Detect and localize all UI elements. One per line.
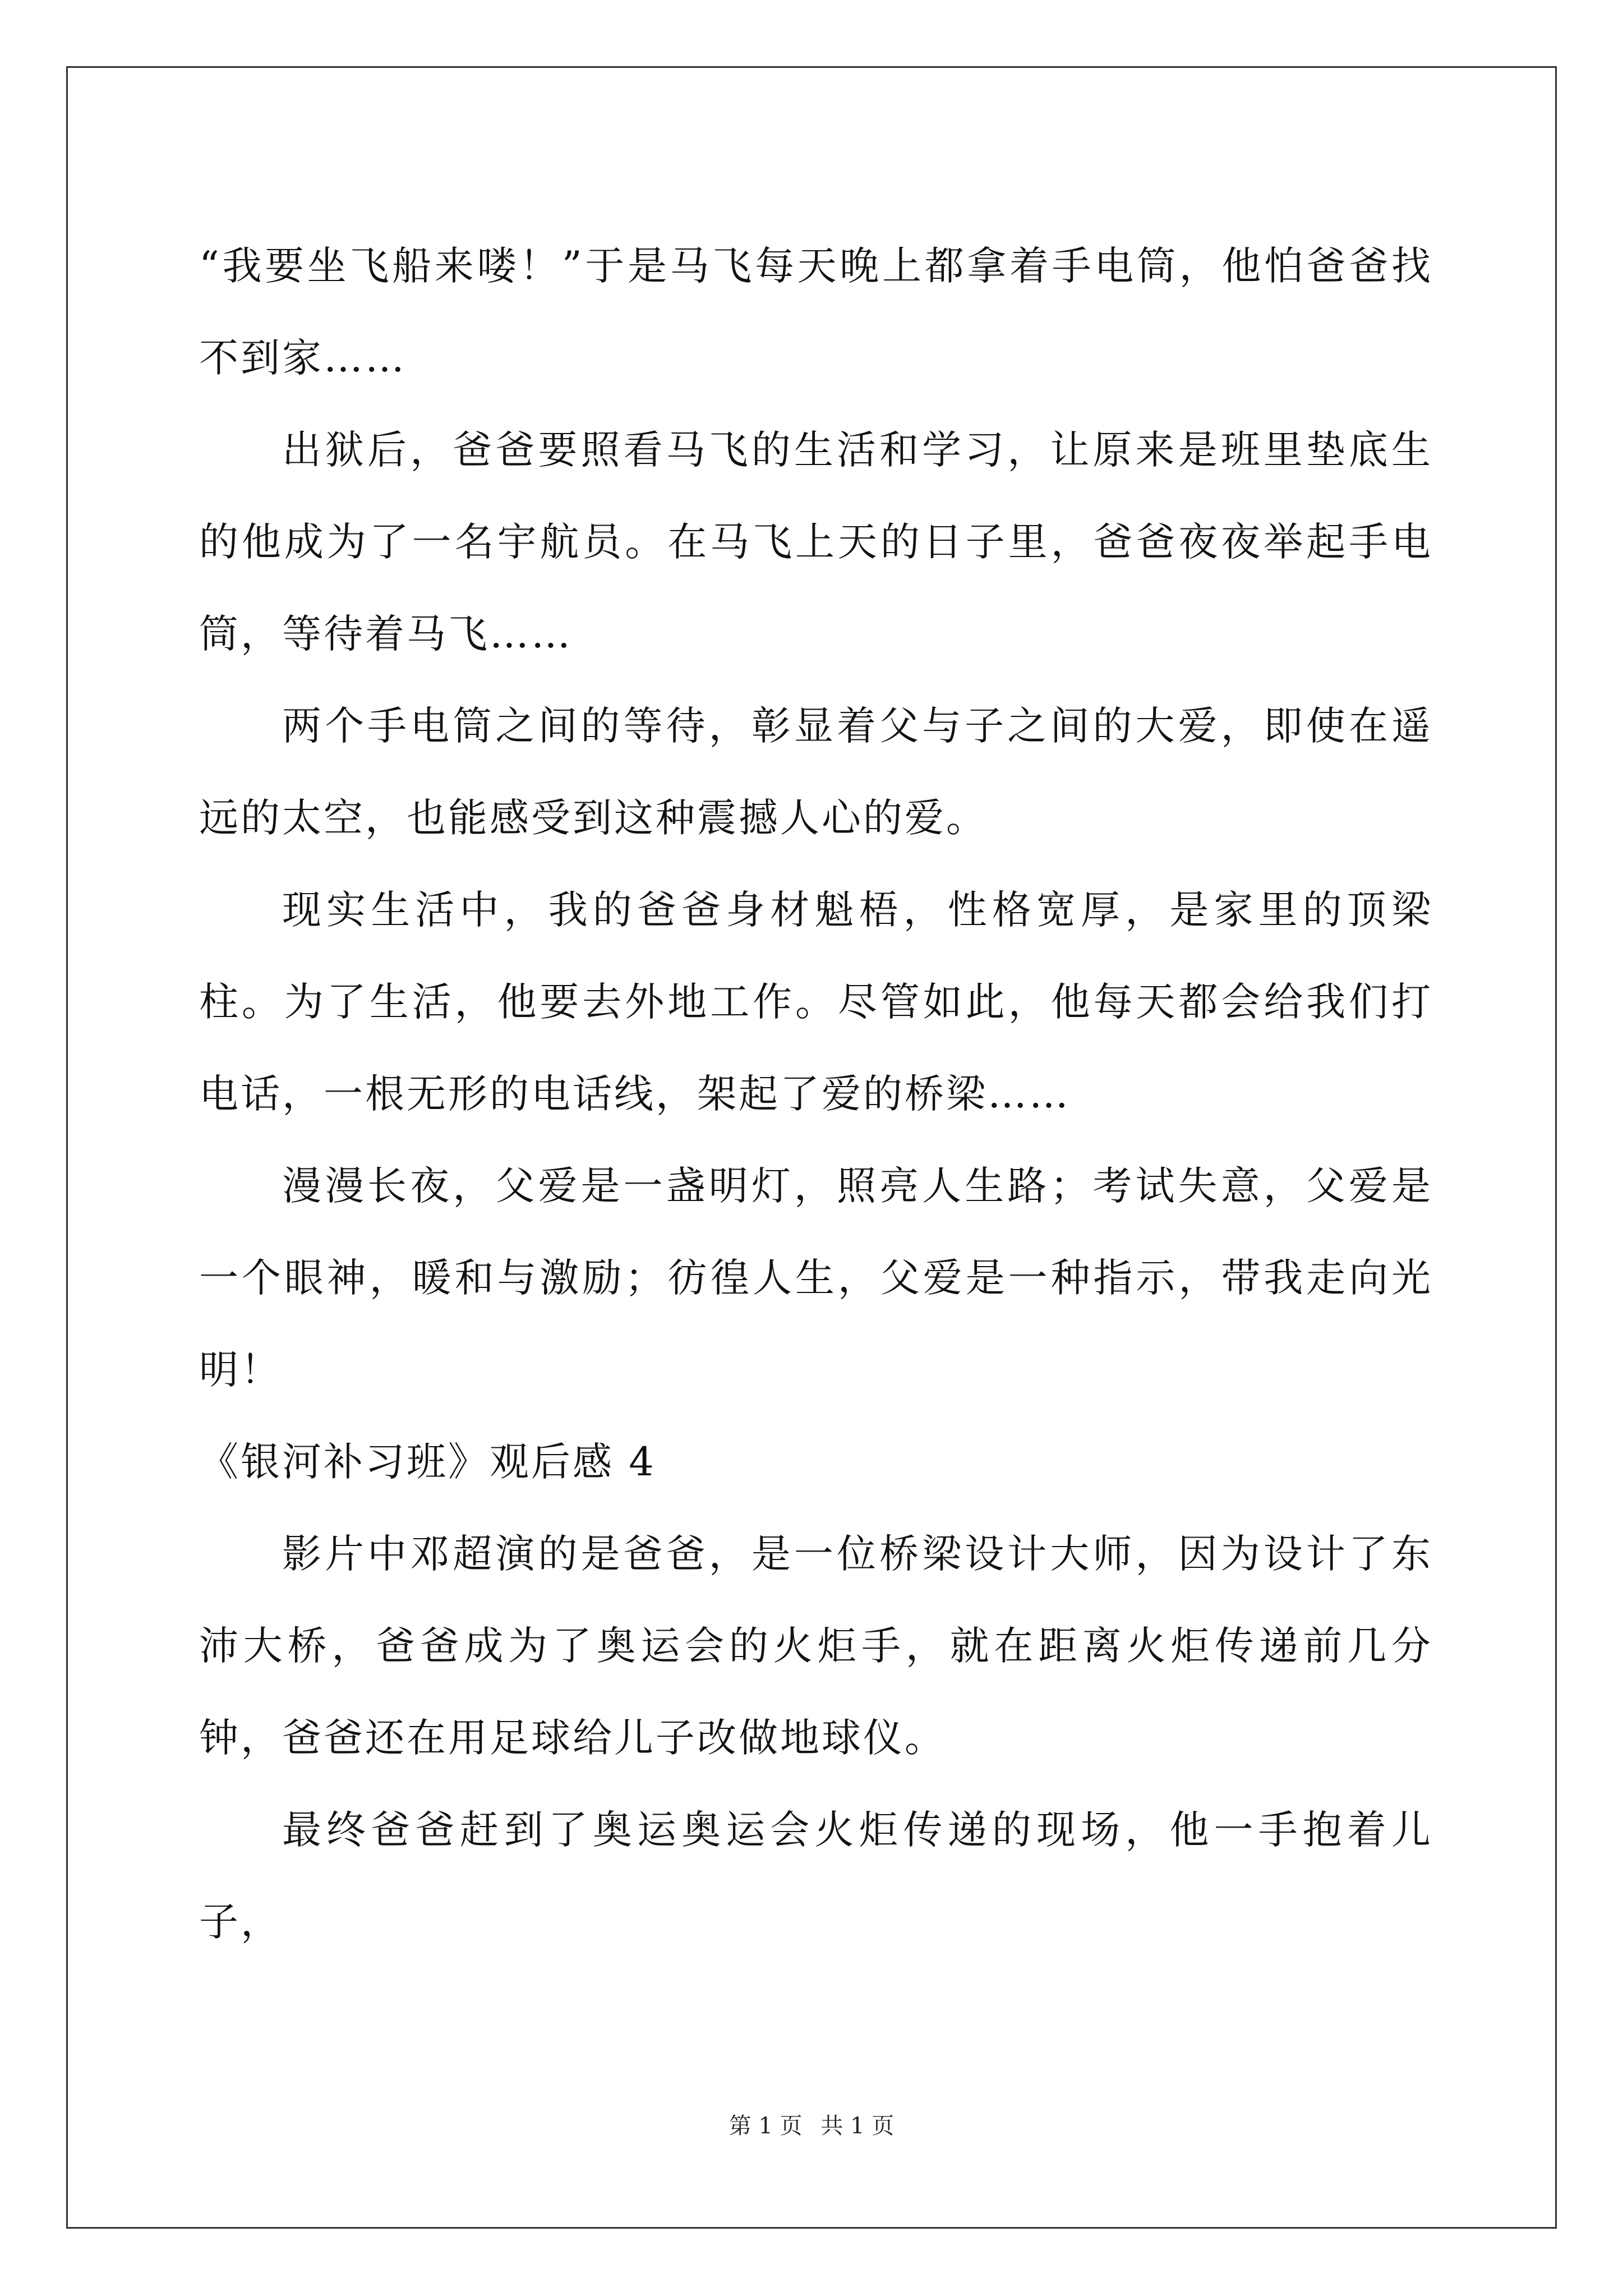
- paragraph: 两个手电筒之间的等待，彰显着父与子之间的大爱，即使在遥远的太空，也能感受到这种震撼人心的爱。: [199, 703, 1433, 841]
- paragraph: 最终爸爸赶到了奥运奥运会火炬传递的现场，他一手抱着儿子，: [199, 1807, 1433, 1945]
- paragraph: 漫漫长夜，父爱是一盏明灯，照亮人生路；考试失意，父爱是一个眼神，暖和与激励；彷徨人生，父爱是一种指示，带我走向光明！: [199, 1163, 1433, 1393]
- paragraph: 影片中邓超演的是爸爸，是一位桥梁设计大师，因为设计了东沛大桥，爸爸成为了奥运会的火炬手，就在距离火炬传递前几分钟，爸爸还在用足球给儿子改做地球仪。: [199, 1531, 1433, 1761]
- page-footer: [0, 2108, 1623, 2140]
- document-body: [199, 220, 1433, 1968]
- paragraph: 出狱后，爸爸要照看马飞的生活和学习，让原来是班里垫底生的他成为了一名宇航员。在马飞上天的日子里，爸爸夜夜举起手电筒，等待着马飞……: [199, 427, 1433, 657]
- paragraph: “我要坐飞船来喽！”于是马飞每天晚上都拿着手电筒，他怕爸爸找不到家……: [199, 243, 1433, 381]
- paragraph: 现实生活中，我的爸爸身材魁梧，性格宽厚，是家里的顶梁柱。为了生活，他要去外地工作。尽管如此，他每天都会给我们打电话，一根无形的电话线，架起了爱的桥梁……: [199, 887, 1433, 1117]
- page-total: 共 1 页: [820, 2113, 895, 2139]
- section-heading: 《银河补习班》观后感 4: [199, 1439, 656, 1485]
- page-number: 第 1 页: [728, 2113, 803, 2139]
